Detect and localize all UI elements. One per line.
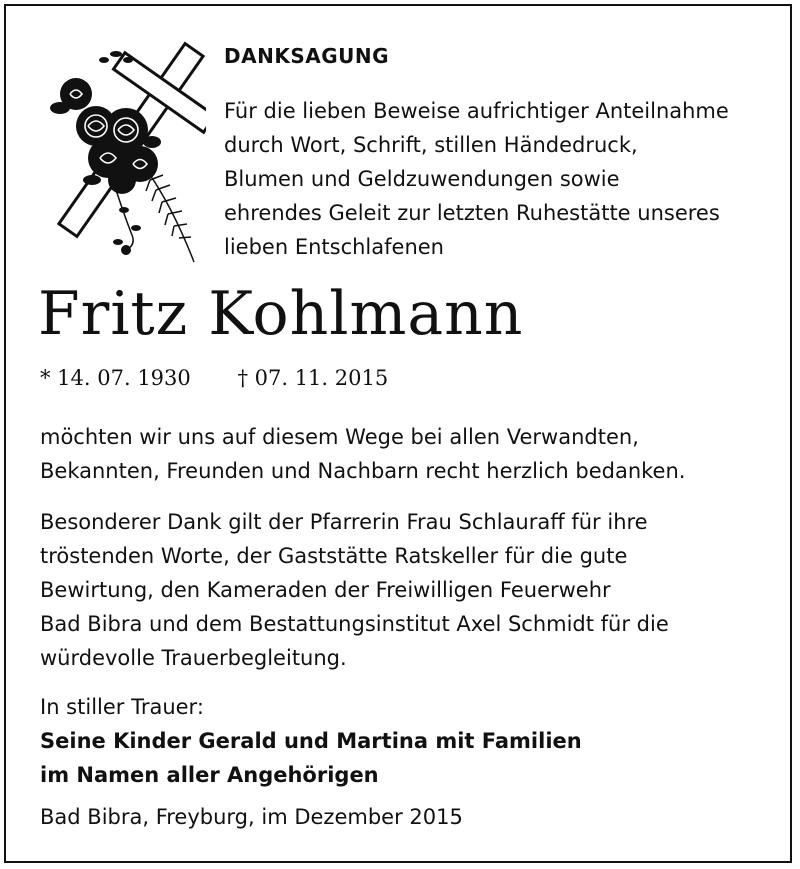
family-line: im Namen aller Angehörigen [40, 763, 379, 787]
intro-line: Für die lieben Beweise aufrichtiger Anteilnahme [224, 99, 729, 123]
birth-date: * 14. 07. 1930 [40, 366, 191, 390]
special-line: würdevolle Trauerbegleitung. [40, 646, 347, 670]
place-date [40, 800, 463, 834]
special-thanks-paragraph [40, 505, 669, 675]
life-dates [40, 364, 388, 392]
thanks-line: Bekannten, Freunden und Nachbarn recht herzlich bedanken. [40, 459, 686, 483]
special-line: Besonderer Dank gilt der Pfarrerin Frau Schlauraff für ihre [40, 510, 648, 534]
special-line: Bad Bibra und dem Bestattungsinstitut Axel Schmidt für die [40, 612, 669, 636]
death-date: † 07. 11. 2015 [237, 366, 389, 390]
mourning-intro: In stiller Trauer: [40, 695, 204, 719]
special-line: tröstenden Worte, der Gaststätte Ratskeller für die gute [40, 544, 628, 568]
thanks-paragraph [40, 420, 685, 488]
intro-line: ehrendes Geleit zur letzten Ruhestätte unseres [224, 201, 720, 225]
family-line: Seine Kinder Gerald und Martina mit Familien [40, 729, 582, 753]
thanks-line: möchten wir uns auf diesem Wege bei allen Verwandten, [40, 425, 639, 449]
special-line: Bewirtung, den Kameraden der Freiwilligen Feuerwehr [40, 578, 611, 602]
intro-line: durch Wort, Schrift, stillen Händedruck, [224, 133, 638, 157]
notice-heading: DANKSAGUNG [224, 44, 390, 68]
mourners-block [40, 690, 582, 792]
intro-text [224, 94, 784, 264]
deceased-name: Fritz Kohlmann [38, 279, 524, 349]
intro-line: lieben Entschlafenen [224, 235, 444, 259]
intro-line: Blumen und Geldzuwendungen sowie [224, 167, 620, 191]
cross-with-roses-icon [36, 30, 206, 270]
place-date-text: Bad Bibra, Freyburg, im Dezember 2015 [40, 805, 463, 829]
